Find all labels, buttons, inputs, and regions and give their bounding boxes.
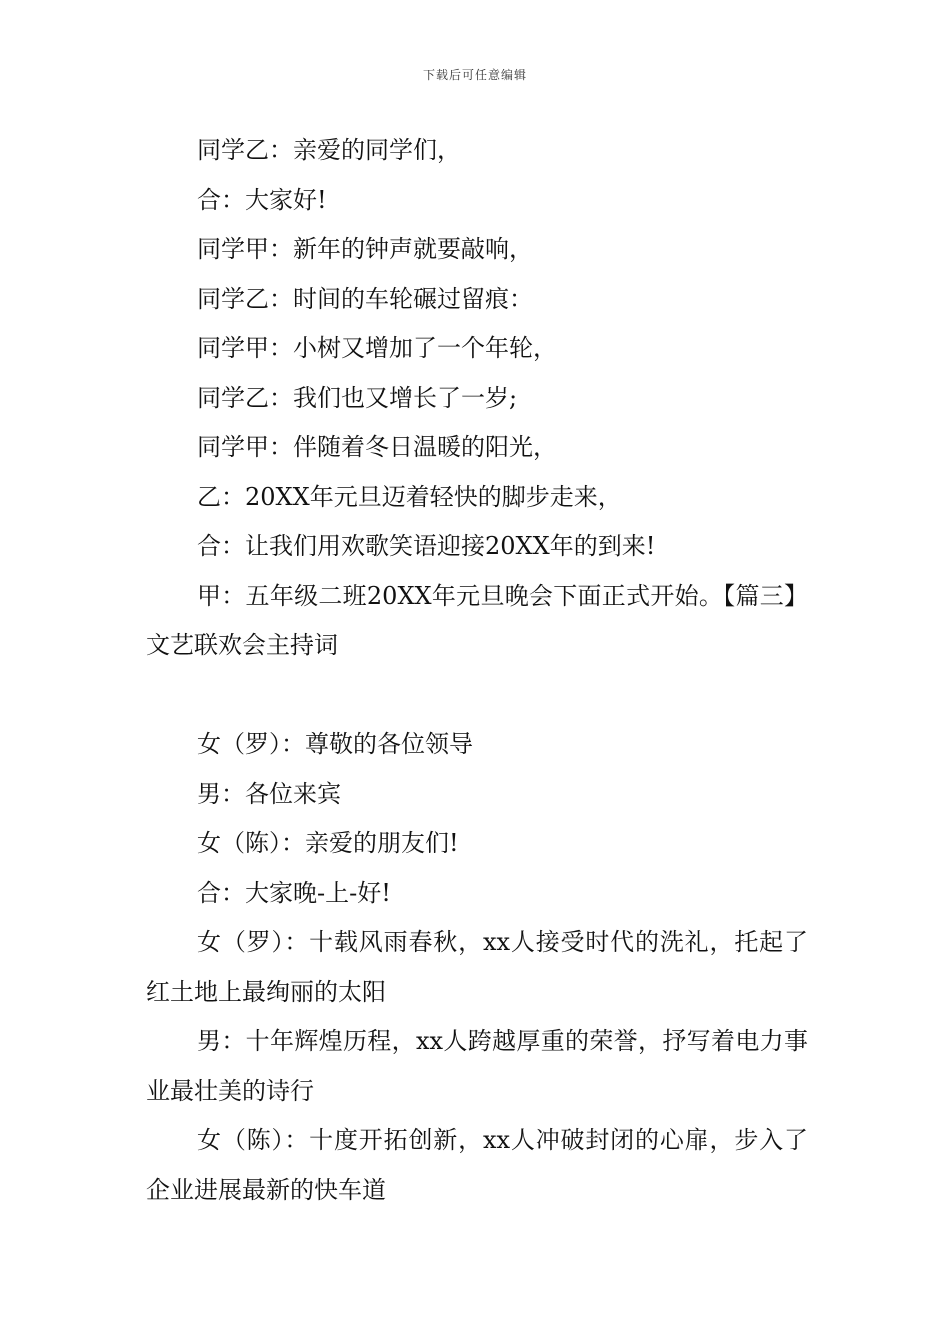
dialogue-line: 男：各位来宾 bbox=[197, 779, 341, 808]
dialogue-line: 同学甲：新年的钟声就要敲响， bbox=[197, 235, 533, 263]
dialogue-line: 女（陈）：十度开拓创新，xx人冲破封闭的心扉，步入了企业进展最新的快车道 bbox=[146, 1126, 808, 1204]
dialogue-line: 合：大家好! bbox=[197, 185, 327, 214]
dialogue-line: 女（陈）：亲爱的朋友们! bbox=[197, 829, 459, 857]
dialogue-line: 同学甲：小树又增加了一个年轮， bbox=[197, 334, 557, 362]
dialogue-line: 合：让我们用欢歌笑语迎接20XX年的到来! bbox=[197, 532, 656, 560]
dialogue-line: 合：大家晚-上-好! bbox=[197, 878, 391, 907]
dialogue-line-with-section-title: 甲：五年级二班20XX年元旦晚会下面正式开始。【篇三】文艺联欢会主持词 bbox=[146, 581, 808, 659]
dialogue-line: 同学乙：亲爱的同学们， bbox=[197, 136, 461, 164]
page-header: 下载后可任意编辑 bbox=[422, 68, 527, 82]
section-spacer bbox=[146, 671, 808, 721]
dialogue-line: 同学乙：时间的车轮碾过留痕： bbox=[197, 284, 533, 313]
document-body bbox=[146, 126, 808, 1215]
dialogue-line: 同学乙：我们也又增长了一岁; bbox=[197, 383, 518, 412]
dialogue-line: 女（罗）：十载风雨春秋，xx人接受时代的洗礼，托起了红土地上最绚丽的太阳 bbox=[146, 928, 808, 1006]
dialogue-line: 女（罗）：尊敬的各位领导 bbox=[197, 730, 473, 758]
dialogue-line: 男：十年辉煌历程，xx人跨越厚重的荣誉，抒写着电力事业最壮美的诗行 bbox=[146, 1027, 808, 1105]
dialogue-line: 乙：20XX年元旦迈着轻快的脚步走来， bbox=[197, 482, 622, 511]
dialogue-line: 同学甲：伴随着冬日温暖的阳光， bbox=[197, 433, 557, 461]
